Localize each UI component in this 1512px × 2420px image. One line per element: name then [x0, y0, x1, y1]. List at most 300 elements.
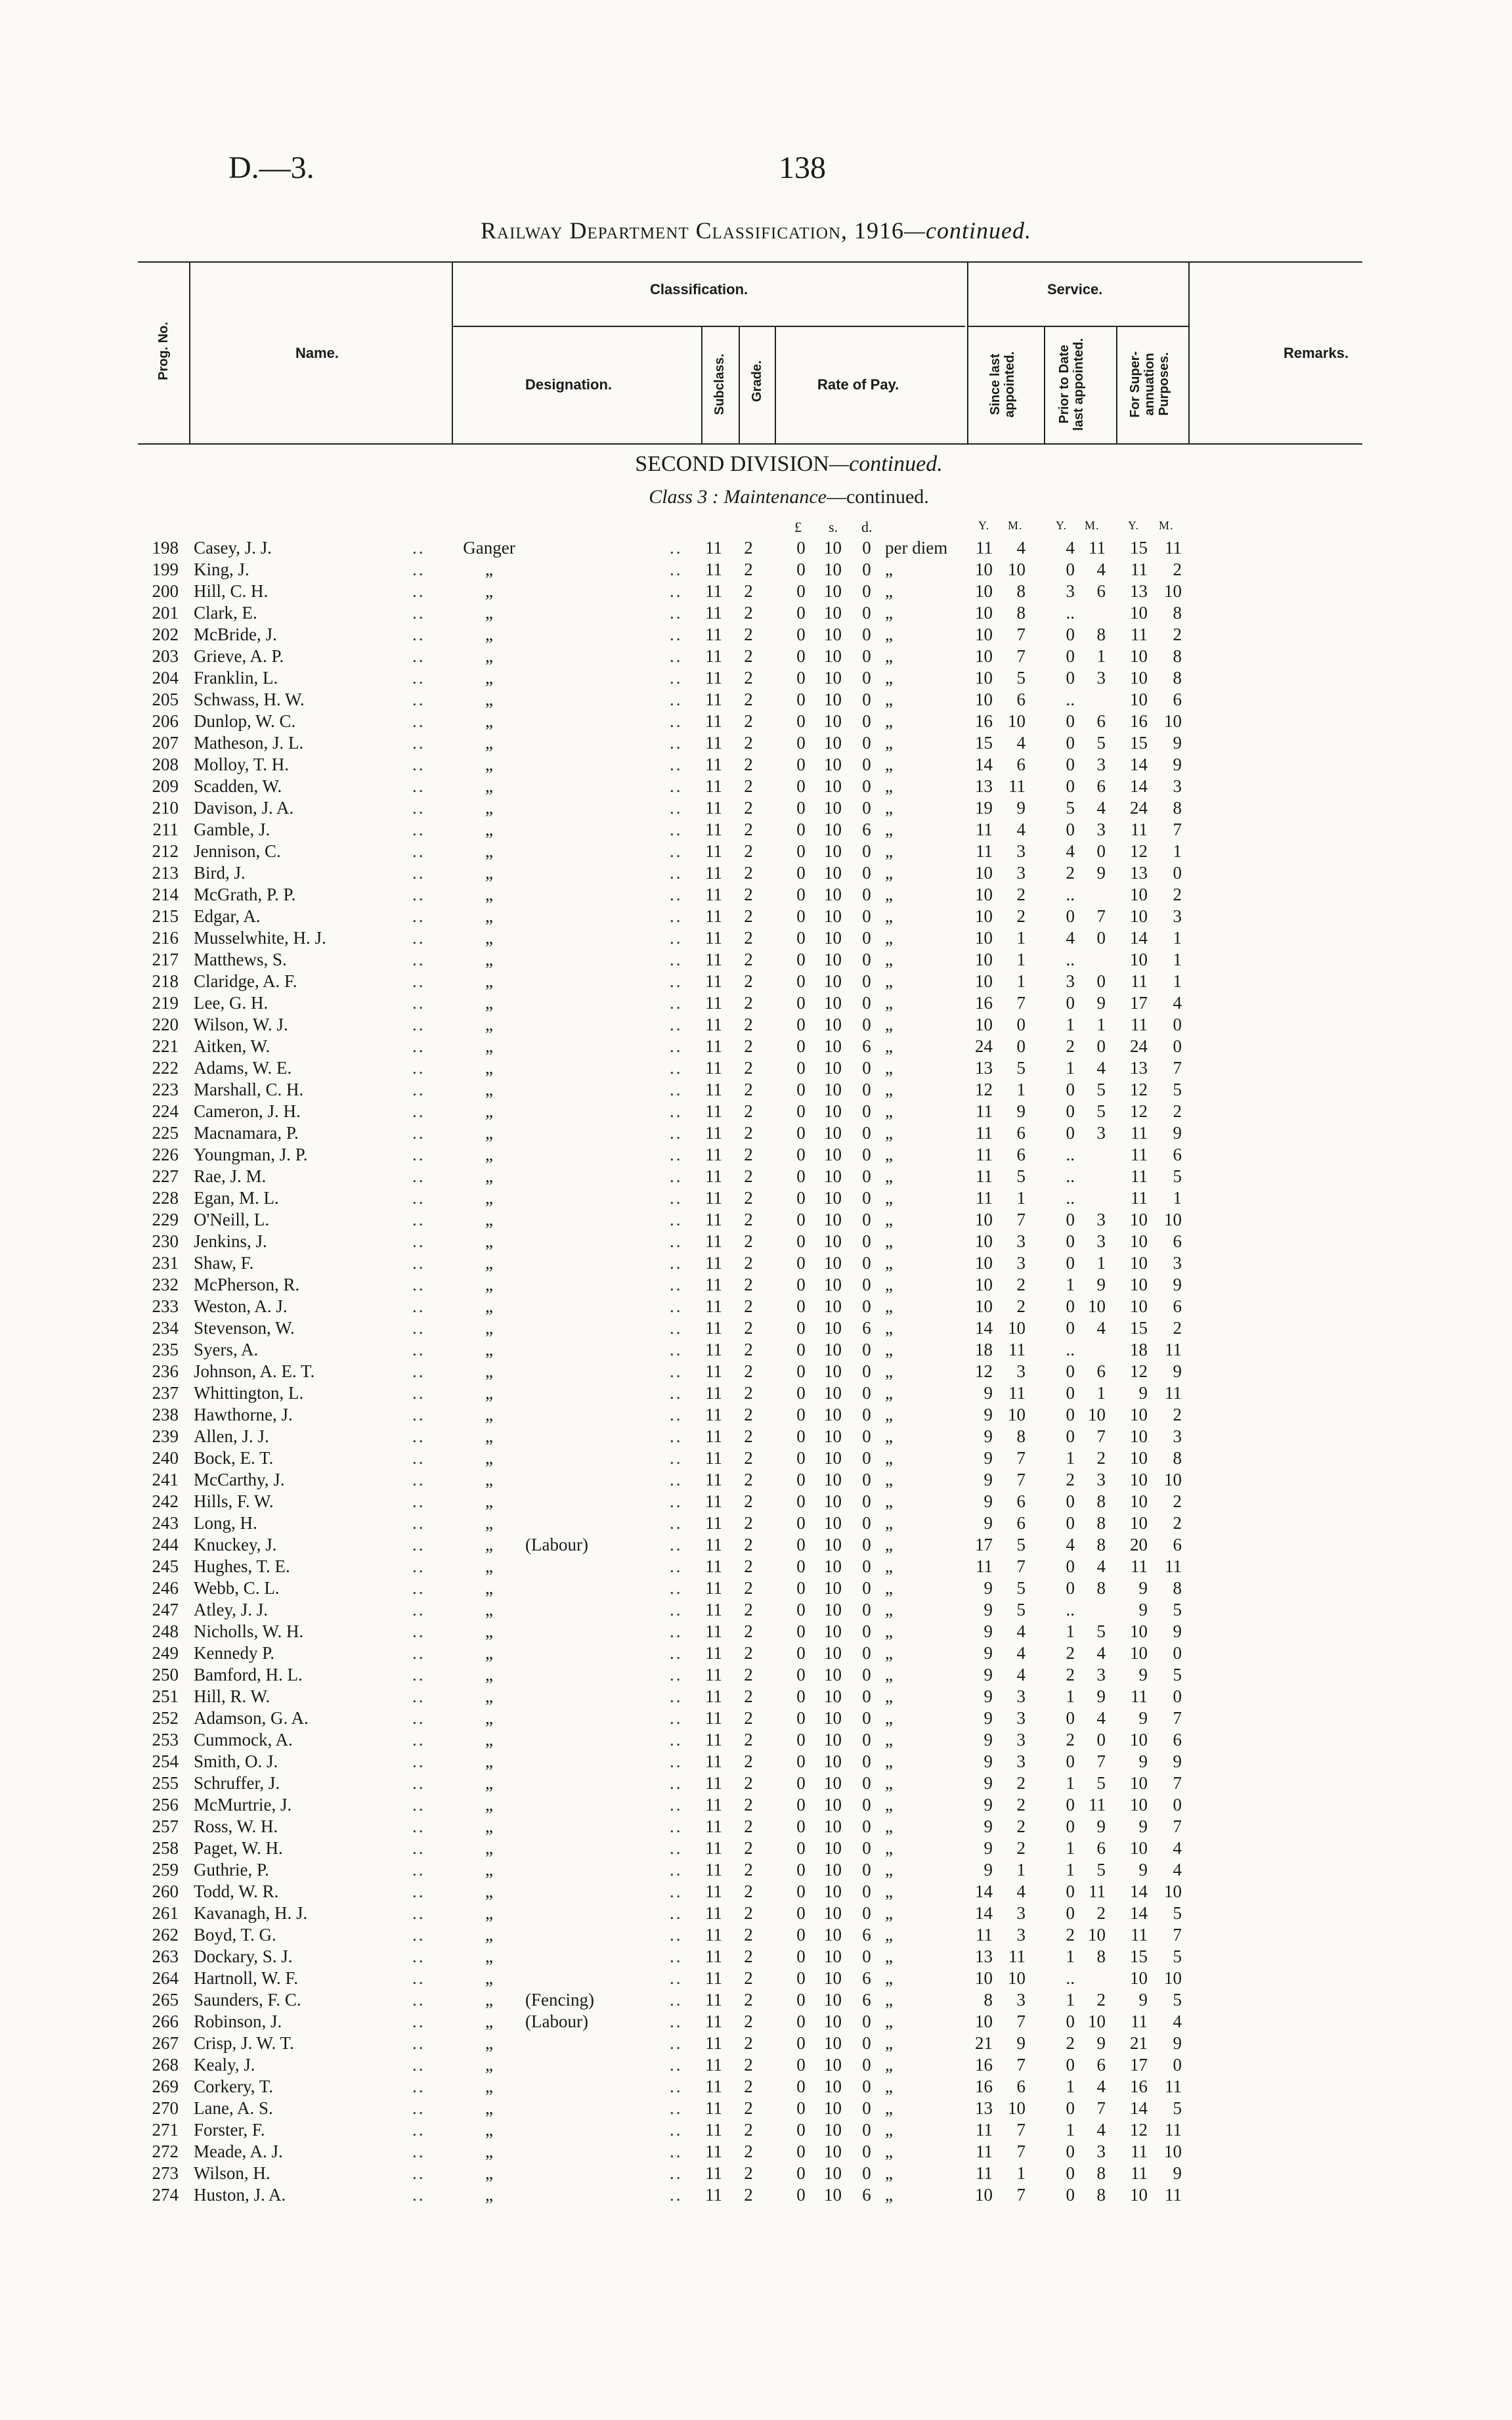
cell-pay-shillings: 10	[824, 1816, 842, 1836]
cell-prior-years: ..	[1066, 690, 1075, 709]
cell-since-years: 9	[983, 1686, 993, 1706]
col-rule-8	[1116, 326, 1117, 445]
cell-super-years: 10	[1130, 1968, 1148, 1988]
cell-super-months: 5	[1173, 1990, 1182, 2010]
cell-pay-period: „	[885, 993, 893, 1013]
dot-leader: ..	[412, 1947, 425, 1966]
cell-subclass: 11	[705, 2185, 722, 2205]
dot-leader: ..	[670, 1361, 683, 1381]
cell-pay-period: „	[885, 1925, 893, 1945]
cell-pay-pounds: 0	[796, 1405, 806, 1424]
cell-name: Egan, M. L.	[194, 1188, 279, 1208]
cell-pay-pence: 0	[862, 1275, 871, 1294]
cell-since-months: 4	[1016, 1665, 1026, 1684]
class-name: Maintenance	[724, 486, 827, 508]
cell-pay-shillings: 10	[824, 841, 842, 861]
cell-super-years: 10	[1130, 2185, 1148, 2205]
cell-designation: „	[485, 1145, 493, 1164]
cell-prior-years: 2	[1066, 863, 1075, 883]
cell-pay-pounds: 0	[796, 1101, 806, 1121]
dot-leader: ..	[412, 2185, 425, 2205]
cell-pay-pounds: 0	[796, 1708, 806, 1728]
cell-name: Lee, G. H.	[194, 993, 269, 1013]
cell-since-months: 3	[1016, 1361, 1026, 1381]
cell-since-years: 9	[983, 1730, 993, 1749]
cell-super-years: 14	[1130, 776, 1148, 796]
cell-prior-months: 4	[1096, 1708, 1106, 1728]
cell-prog-no: 250	[152, 1665, 179, 1684]
dot-leader: ..	[670, 1621, 683, 1641]
cell-pay-shillings: 10	[824, 885, 842, 904]
cell-prog-no: 259	[152, 1860, 179, 1880]
dot-leader: ..	[670, 668, 683, 688]
cell-since-months: 1	[1016, 950, 1026, 969]
cell-prior-years: 0	[1066, 1578, 1075, 1598]
cell-prog-no: 217	[152, 950, 179, 969]
cell-pay-period: „	[885, 1383, 893, 1403]
table-row	[0, 1816, 1512, 1837]
table-row	[0, 927, 1512, 949]
cell-super-months: 5	[1173, 1947, 1182, 1966]
table-row	[0, 2054, 1512, 2076]
cell-subclass: 11	[705, 2098, 722, 2118]
cell-name: Schruffer, J.	[194, 1773, 280, 1793]
cell-since-months: 5	[1016, 1166, 1026, 1186]
cell-grade: 2	[744, 776, 753, 796]
cell-prior-years: 1	[1066, 1860, 1075, 1880]
dot-leader: ..	[670, 1643, 683, 1663]
division-suffix: —continued.	[829, 452, 943, 476]
cell-prog-no: 211	[152, 820, 179, 839]
cell-prior-years: 4	[1066, 538, 1075, 558]
cell-grade: 2	[744, 1253, 753, 1273]
cell-designation: „	[485, 733, 493, 753]
cell-super-months: 11	[1165, 1556, 1182, 1576]
cell-super-years: 15	[1130, 733, 1148, 753]
table-row	[0, 1621, 1512, 1642]
cell-since-years: 10	[975, 1015, 993, 1034]
dot-leader: ..	[412, 1188, 425, 1208]
dot-leader: ..	[412, 2033, 425, 2053]
cell-designation: „	[485, 1535, 493, 1554]
cell-grade: 2	[744, 1231, 753, 1251]
cell-prior-years: 2	[1066, 1730, 1075, 1749]
cell-prog-no: 215	[152, 906, 179, 926]
cell-prior-months: 0	[1096, 971, 1106, 991]
cell-prior-years: 1	[1066, 1621, 1075, 1641]
table-row	[0, 754, 1512, 776]
cell-name: Davison, J. A.	[194, 798, 294, 818]
cell-name: Hawthorne, J.	[194, 1405, 293, 1424]
cell-grade: 2	[744, 928, 753, 948]
cell-prior-years: ..	[1066, 1340, 1075, 1359]
col-rule-7	[1044, 326, 1045, 445]
cell-super-years: 11	[1131, 2163, 1148, 2183]
cell-prog-no: 213	[152, 863, 179, 883]
cell-designation: „	[485, 1080, 493, 1099]
cell-super-months: 8	[1173, 1448, 1182, 1468]
cell-since-years: 18	[975, 1340, 993, 1359]
cell-name: Matheson, J. L.	[194, 733, 304, 753]
cell-grade: 2	[744, 2142, 753, 2161]
cell-prog-no: 228	[152, 1188, 179, 1208]
cell-pay-shillings: 10	[824, 1968, 842, 1988]
dot-leader: ..	[412, 538, 425, 558]
cell-super-years: 11	[1131, 1925, 1148, 1945]
cell-subclass: 11	[705, 1036, 722, 1056]
cell-prog-no: 266	[152, 2012, 179, 2031]
cell-pay-shillings: 10	[824, 1686, 842, 1706]
cell-grade: 2	[744, 1730, 753, 1749]
cell-prog-no: 242	[152, 1491, 179, 1511]
cell-since-months: 10	[1008, 1968, 1026, 1988]
cell-designation: „	[485, 863, 493, 883]
cell-since-months: 7	[1016, 1210, 1026, 1229]
cell-prog-no: 240	[152, 1448, 179, 1468]
cell-pay-shillings: 10	[824, 1036, 842, 1056]
cell-prior-years: ..	[1066, 603, 1075, 623]
cell-super-months: 6	[1173, 690, 1182, 709]
cell-prior-years: 1	[1066, 1686, 1075, 1706]
cell-designation: „	[485, 1383, 493, 1403]
cell-pay-pence: 0	[862, 1188, 871, 1208]
cell-pay-period: „	[885, 2120, 893, 2140]
cell-since-months: 4	[1016, 1621, 1026, 1641]
cell-pay-pounds: 0	[796, 1968, 806, 1988]
table-row	[0, 1187, 1512, 1209]
cell-subclass: 11	[705, 1556, 722, 1576]
cell-prior-years: 0	[1066, 733, 1075, 753]
dot-leader: ..	[412, 1643, 425, 1663]
cell-grade: 2	[744, 2185, 753, 2205]
dot-leader: ..	[670, 1773, 683, 1793]
cell-name: Hartnoll, W. F.	[194, 1968, 299, 1988]
cell-name: Cameron, J. H.	[194, 1101, 301, 1121]
cell-pay-period: „	[885, 1665, 893, 1684]
cell-grade: 2	[744, 1275, 753, 1294]
col-header-service: Service.	[1047, 281, 1103, 297]
dot-leader: ..	[412, 1816, 425, 1836]
cell-pay-pounds: 0	[796, 1080, 806, 1099]
cell-pay-pence: 0	[862, 1665, 871, 1684]
table-row	[0, 1296, 1512, 1317]
cell-prog-no: 239	[152, 1426, 179, 1446]
cell-pay-pounds: 0	[796, 1036, 806, 1056]
table-row	[0, 1144, 1512, 1166]
cell-pay-period: „	[885, 2185, 893, 2205]
cell-pay-shillings: 10	[824, 690, 842, 709]
table-row	[0, 1447, 1512, 1469]
cell-prior-years: 0	[1066, 1231, 1075, 1251]
cell-pay-pounds: 0	[796, 1491, 806, 1511]
cell-subclass: 11	[705, 1708, 722, 1728]
cell-subclass: 11	[705, 1990, 722, 2010]
dot-leader: ..	[670, 885, 683, 904]
cell-pay-pounds: 0	[796, 581, 806, 601]
cell-since-months: 2	[1016, 1296, 1026, 1316]
cell-super-months: 1	[1173, 841, 1182, 861]
col-header-superannuation: For Super-annuation Purposes.	[1128, 351, 1171, 418]
cell-super-months: 4	[1173, 2012, 1182, 2031]
cell-subclass: 11	[705, 993, 722, 1013]
dot-leader: ..	[412, 1903, 425, 1923]
cell-grade: 2	[744, 1947, 753, 1966]
cell-subclass: 11	[705, 2163, 722, 2183]
col-header-since-last-appointed: Since last appointed.	[988, 351, 1017, 418]
cell-since-years: 11	[976, 820, 993, 839]
cell-prog-no: 257	[152, 1816, 179, 1836]
cell-name: Smith, O. J.	[194, 1751, 278, 1771]
cell-super-years: 17	[1130, 993, 1148, 1013]
cell-pay-period: „	[885, 1318, 893, 1338]
cell-name: Hill, R. W.	[194, 1686, 270, 1706]
cell-prior-years: 1	[1066, 1947, 1075, 1966]
cell-super-months: 9	[1173, 2163, 1182, 2183]
cell-since-months: 2	[1016, 1275, 1026, 1294]
cell-pay-pounds: 0	[796, 1578, 806, 1598]
cell-grade: 2	[744, 2077, 753, 2096]
cell-since-months: 3	[1016, 1751, 1026, 1771]
cell-pay-period: „	[885, 1296, 893, 1316]
cell-pay-pence: 0	[862, 841, 871, 861]
cell-pay-pence: 0	[862, 1860, 871, 1880]
cell-prog-no: 219	[152, 993, 179, 1013]
cell-grade: 2	[744, 885, 753, 904]
cell-designation: „	[485, 1751, 493, 1771]
cell-pay-period: „	[885, 841, 893, 861]
cell-pay-pence: 0	[862, 755, 871, 774]
cell-pay-pounds: 0	[796, 1296, 806, 1316]
cell-grade: 2	[744, 1058, 753, 1078]
cell-pay-pounds: 0	[796, 993, 806, 1013]
dot-leader: ..	[670, 1145, 683, 1164]
cell-designation: „	[485, 1361, 493, 1381]
cell-super-months: 7	[1173, 1058, 1182, 1078]
cell-since-months: 3	[1016, 1708, 1026, 1728]
cell-pay-pence: 0	[862, 1231, 871, 1251]
cell-name: Saunders, F. C.	[194, 1990, 301, 2010]
cell-prog-no: 253	[152, 1730, 179, 1749]
cell-pay-shillings: 10	[824, 711, 842, 731]
cell-since-months: 3	[1016, 1253, 1026, 1273]
cell-since-months: 0	[1016, 1036, 1026, 1056]
cell-prior-months: 4	[1096, 2077, 1106, 2096]
cell-prior-months: 5	[1096, 1621, 1106, 1641]
cell-subclass: 11	[705, 1383, 722, 1403]
cell-name: Johnson, A. E. T.	[194, 1361, 315, 1381]
cell-pay-shillings: 10	[824, 2163, 842, 2183]
cell-since-years: 12	[975, 1361, 993, 1381]
cell-super-years: 15	[1130, 1318, 1148, 1338]
cell-grade: 2	[744, 1535, 753, 1554]
cell-super-months: 4	[1173, 1838, 1182, 1858]
cell-designation: „	[485, 1275, 493, 1294]
cell-prior-months: 4	[1096, 2120, 1106, 2140]
cell-name: Macnamara, P.	[194, 1123, 299, 1143]
cell-subclass: 11	[705, 1860, 722, 1880]
cell-grade: 2	[744, 755, 753, 774]
cell-prior-months: 5	[1096, 733, 1106, 753]
cell-prior-years: 1	[1066, 1015, 1075, 1034]
cell-since-months: 2	[1016, 906, 1026, 926]
cell-designation: „	[485, 1231, 493, 1251]
cell-pay-shillings: 10	[824, 1947, 842, 1966]
cell-pay-pounds: 0	[796, 1383, 806, 1403]
cell-pay-period: „	[885, 1491, 893, 1511]
dot-leader: ..	[670, 1860, 683, 1880]
cell-since-years: 11	[976, 2120, 993, 2140]
cell-prior-years: ..	[1066, 1188, 1075, 1208]
cell-pay-pence: 0	[862, 950, 871, 969]
cell-prior-months: 8	[1096, 1513, 1106, 1533]
cell-prior-months: 2	[1096, 1990, 1106, 2010]
cell-pay-period: „	[885, 2055, 893, 2075]
cell-grade: 2	[744, 1210, 753, 1229]
cell-subclass: 11	[705, 1470, 722, 1489]
cell-since-years: 8	[983, 1990, 993, 2010]
dot-leader: ..	[412, 1773, 425, 1793]
cell-prior-months: 5	[1096, 1773, 1106, 1793]
cell-grade: 2	[744, 2012, 753, 2031]
cell-super-months: 11	[1165, 2077, 1182, 2096]
cell-prior-years: 1	[1066, 1773, 1075, 1793]
dot-leader: ..	[670, 2163, 683, 2183]
cell-prog-no: 214	[152, 885, 179, 904]
cell-pay-pounds: 0	[796, 2033, 806, 2053]
dot-leader: ..	[412, 1253, 425, 1273]
dot-leader: ..	[412, 798, 425, 818]
cell-super-months: 2	[1173, 1318, 1182, 1338]
cell-prior-years: 0	[1066, 1795, 1075, 1815]
cell-subclass: 11	[705, 1686, 722, 1706]
cell-super-years: 13	[1130, 1058, 1148, 1078]
col-header-rate-of-pay: Rate of Pay.	[817, 376, 899, 393]
header-top-rule	[138, 261, 1362, 263]
cell-pay-pounds: 0	[796, 1448, 806, 1468]
cell-prior-months: 2	[1096, 1903, 1106, 1923]
dot-leader: ..	[670, 993, 683, 1013]
cell-name: Whittington, L.	[194, 1383, 304, 1403]
table-row	[0, 906, 1512, 927]
cell-super-years: 10	[1130, 950, 1148, 969]
cell-pay-period: „	[885, 690, 893, 709]
cell-pay-pounds: 0	[796, 1621, 806, 1641]
cell-since-months: 6	[1016, 1145, 1026, 1164]
cell-designation: „	[485, 603, 493, 623]
cell-pay-shillings: 10	[824, 1448, 842, 1468]
cell-name: Casey, J. J.	[194, 538, 272, 558]
unit-months-2: M.	[1085, 519, 1100, 532]
cell-since-years: 10	[975, 560, 993, 579]
cell-subclass: 11	[705, 1015, 722, 1034]
table-row	[0, 2033, 1512, 2054]
cell-since-months: 11	[1008, 1947, 1026, 1966]
cell-pay-shillings: 10	[824, 2142, 842, 2161]
dot-leader: ..	[412, 1795, 425, 1815]
table-row	[0, 1014, 1512, 1036]
cell-prior-months: 0	[1096, 1036, 1106, 1056]
cell-super-years: 10	[1130, 1838, 1148, 1858]
cell-prior-years: 4	[1066, 1535, 1075, 1554]
dot-leader: ..	[412, 1578, 425, 1598]
cell-pay-pence: 0	[862, 776, 871, 796]
cell-since-months: 9	[1016, 1101, 1026, 1121]
cell-since-months: 2	[1016, 885, 1026, 904]
cell-pay-shillings: 10	[824, 1318, 842, 1338]
cell-prog-no: 265	[152, 1990, 179, 2010]
cell-designation: „	[485, 1470, 493, 1489]
cell-designation: „	[485, 2033, 493, 2053]
dot-leader: ..	[670, 820, 683, 839]
dot-leader: ..	[670, 1340, 683, 1359]
cell-name: Musselwhite, H. J.	[194, 928, 326, 948]
cell-name: Guthrie, P.	[194, 1860, 269, 1880]
cell-subclass: 11	[705, 538, 722, 558]
col-header-prior-to-date: Prior to Date last appointed.	[1057, 338, 1086, 431]
cell-since-months: 0	[1016, 1015, 1026, 1034]
cell-grade: 2	[744, 1643, 753, 1663]
cell-pay-pounds: 0	[796, 2163, 806, 2183]
cell-name: Adams, W. E.	[194, 1058, 292, 1078]
cell-since-years: 12	[975, 1080, 993, 1099]
cell-since-months: 9	[1016, 798, 1026, 818]
cell-super-months: 1	[1173, 950, 1182, 969]
cell-super-months: 0	[1173, 1686, 1182, 1706]
cell-prog-no: 268	[152, 2055, 179, 2075]
dot-leader: ..	[670, 1881, 683, 1901]
cell-pay-shillings: 10	[824, 1361, 842, 1381]
cell-name: Kavanagh, H. J.	[194, 1903, 308, 1923]
cell-prior-months: 8	[1096, 2163, 1106, 2183]
cell-super-months: 8	[1173, 1578, 1182, 1598]
cell-super-years: 10	[1130, 906, 1148, 926]
cell-subclass: 11	[705, 1795, 722, 1815]
table-row	[0, 624, 1512, 646]
cell-pay-pence: 6	[862, 1318, 871, 1338]
table-row	[0, 2163, 1512, 2184]
cell-subclass: 11	[705, 1535, 722, 1554]
cell-grade: 2	[744, 1578, 753, 1598]
cell-pay-shillings: 10	[824, 1470, 842, 1489]
cell-grade: 2	[744, 1036, 753, 1056]
cell-since-years: 10	[975, 1253, 993, 1273]
cell-pay-pounds: 0	[796, 1643, 806, 1663]
cell-pay-period: „	[885, 1990, 893, 2010]
cell-designation: „	[485, 625, 493, 644]
cell-since-years: 10	[975, 885, 993, 904]
cell-pay-shillings: 10	[824, 2185, 842, 2205]
unit-years-3: Y.	[1128, 519, 1140, 532]
unit-months-1: M.	[1008, 519, 1023, 532]
cell-pay-pounds: 0	[796, 538, 806, 558]
cell-name: Shaw, F.	[194, 1253, 254, 1273]
cell-super-months: 0	[1173, 1015, 1182, 1034]
cell-since-years: 9	[983, 1491, 993, 1511]
table-row	[0, 1924, 1512, 1946]
cell-name: Adamson, G. A.	[194, 1708, 309, 1728]
cell-prior-years: ..	[1066, 1600, 1075, 1619]
cell-pay-period: „	[885, 1080, 893, 1099]
cell-name: Kennedy P.	[194, 1643, 274, 1663]
cell-since-years: 17	[975, 1535, 993, 1554]
table-row	[0, 1469, 1512, 1491]
cell-prior-years: 1	[1066, 1838, 1075, 1858]
cell-grade: 2	[744, 560, 753, 579]
cell-pay-shillings: 10	[824, 1773, 842, 1793]
cell-pay-pence: 0	[862, 2055, 871, 2075]
dot-leader: ..	[412, 625, 425, 644]
class-suffix: —continued.	[826, 486, 929, 508]
